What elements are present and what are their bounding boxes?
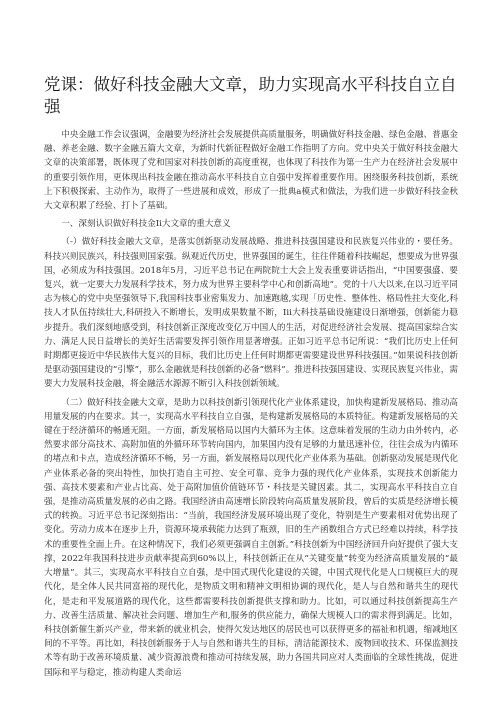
document-title: 党课：做好科技金融大文章，助力实现高水平科技自立自强: [44, 75, 457, 116]
section-heading: 一、深刻认识做好科技金Ii大文章的重大意义: [61, 219, 231, 230]
body-paragraph-1: （-）做好科技金融大文章，是落实创新驱动发展战略、推进科技强国建设和民族复兴伟业的・要任务。科技兴则民族兴，科技强则国家强。纵观近代历史，世界强国的诞生，往往伴随着科技崛起，想要成为世界强国，必须成为科技强国。2018年5月，习近平总书记在两院院士大会上发表重要讲话指出，“中国要强盛、要复兴，就一定要大力发展科学技术，努力成为世界主要科学中心和创新高地”。党的十八大以来,在以习近平同志为核心的党中央坚强领导下,我国科技事业密集发力、加速跑越,实现「历史性、整体性、格局性拄大变化,科技人才队伍持续壮大,科研投入不断增长，发明成果数量不断，Iii大科技基础设施建设日渐增强，创新能力稳步提升。我们深刻地感受到，科技创新正深度改变亿万中国人的生活，对促进经济社会发展、提高国家综合实力、满足人民日益增长的美好生活需要发挥引领作用显著增强。正如习近平总书记所说：“我们比历史上任何时期都更接近中华民族伟大复兴的目标，我们比历史上任何时期都更需要建设世界科技强国。”如果说科技创新是驱动强国建设的“引擎”，那么金融就是科技创新的必备“燃料”。推进科技强国建设、实现民族复兴伟业，需要大力发展科技金融，将金融活水源源不断引入科技创新领域。: [44, 237, 458, 390]
body-paragraph-2: （二）做好科技金融大文章，是助力以科技创新引领现代化产业体系建设，加快构建新发展格局、推动高用量发展的内在要求。其一，实现高水平科技自立自强，是构建新发展格局的本质特征。构建新发展格局的关键在于经济循环的畅通无阻。一方面，新发展格局以国内大循环为主体。这意味着发展的生动力由外转内，必然要求部分高技术、高附加值的外循环环节转向国内，加果国内没有足够的力量迅速补位，往往会成为内循环的堵点和卡点，造成经济循环不畅，另一方面，新发展格局以现代化产业体系为基础。创新驱动发展是现代化产业体系必备的突出特性，加快打造自主可控、安全可靠、竞争力强的现代化产业体系，实现技术创新能力强、高技术要素和产业占比高、处于高附加值价值链环节・科技是关键因素。其二，实现高水平科技自立自强，是推动高质量发展的必由之路。我国经济由高速增长阶段转向高质量发展阶段，曾后的实质是经济增长模式的转换。习近平总书记深刻指出：“当前，我国经济发展环境出现了变化，特别是生产要素相对优势出现了变化。劳动力成本在逐步上升，资源环境承载能力达到了瓶颈，旧的生产函数组合方式已经难以持续，科学技术的重要性全面上升。在这种情况下，我们必须更强调自主创新。”科技创新为中国经济回升向好提供了强大支撑，2022年我国科技进步贡献率提高到60%以上，科技创新正在从“关键变量”转变为经济高质量发展的“最大增量”。其三，实现高水平科技自立自强，是中国式现代化建设的关键，中国式现代化是人口规模巨大的现代化，是全体人民共同富裕的现代化，是物质文明和精神文明相协调的现代化，是人与自然和谐共生的现代化，是走和平发展道路的现代化，这些都需要科技创新提供支撑和助力。比如，可以通过科技创新提高生产力、改善生活质量、解决社会问题、增加生产和,服务的供应能力，确保大规模人口的需求得到满足。比如，科技创新催生新兴产业，带来新的就业机会，使得欠发达地区的居民也可以获得更多的福祉和机遇，缩减地区间的不平等。再比如，科技创新服务于人与自然和谐共生的目标，清洁能源技术、废物回收技术、环保监测技术等有助于改善环境质量、减少资源浪费和推动可持续发展，助力各国共同应对人类面临的全球性挑战，促进国际和平与稳定，推动构建人类命运: [44, 397, 458, 678]
intro-paragraph: 中央金融工作会议强调，金融要为经济社会发展提供高质量服务，明确做好科技金融、绿色金融、普惠金融、养老金融、数字金融五篇大文章，为新时代新征程做好金融工作指明了方向。党中央关于做好科技金融大文章的决策部署，既体现了党和国家对科技创新的高度重视，也体现了科技作为第一生产力在经济社会发展中的重要引领作用，更体现出科技金融在推动高水平科技自立自强中发挥着重要作用。困绕服务科技创新，系统上下积极探索、主动作为，取得了一些进展和成效，形成了一批典a模式和做法，为我们进一步做好科技金秋大文章积累了经验、打卜了基础。: [44, 130, 458, 212]
